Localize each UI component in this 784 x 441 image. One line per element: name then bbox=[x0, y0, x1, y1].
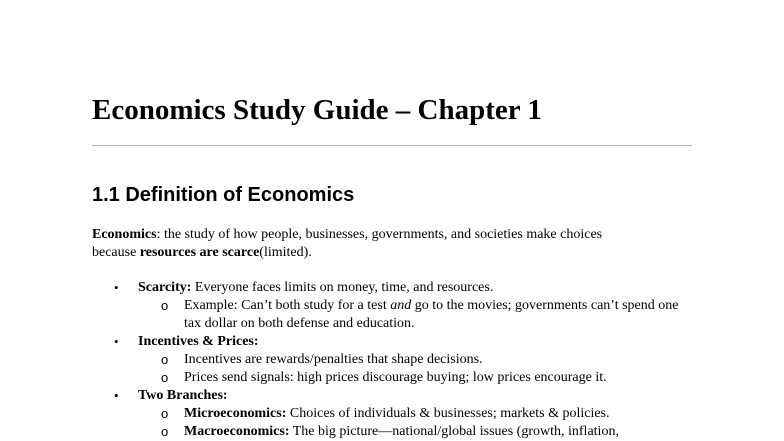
bullet-marker: • bbox=[114, 280, 119, 295]
bullet-text bbox=[138, 333, 259, 351]
document-title: Economics Study Guide – Chapter 1 bbox=[92, 94, 542, 126]
sub-item-text bbox=[184, 405, 684, 423]
bullet-description: Everyone faces limits on money, time, and resources. bbox=[191, 280, 494, 295]
bullet-item-branches bbox=[0, 387, 784, 405]
sub-bullet-marker: o bbox=[161, 406, 169, 421]
sub-item-description: Choices of individuals & businesses; markets & policies. bbox=[286, 406, 610, 421]
bullet-list bbox=[0, 279, 784, 441]
sub-item-prices-signals bbox=[0, 369, 784, 387]
sub-item-incentives-definition bbox=[0, 351, 784, 369]
definition-paragraph bbox=[92, 226, 692, 262]
bullet-marker: • bbox=[114, 334, 119, 349]
sub-item-macroeconomics bbox=[0, 423, 784, 441]
definition-text: : the study of how people, businesses, governments, and societies make choices bbox=[156, 227, 603, 242]
definition-emphasis: resources are scarce bbox=[139, 245, 260, 260]
sub-bullet-marker: o bbox=[161, 370, 169, 385]
bullet-text bbox=[138, 279, 493, 297]
sub-item-microeconomics bbox=[0, 405, 784, 423]
definition-line-1 bbox=[92, 226, 692, 244]
sub-item-scarcity-example bbox=[0, 297, 784, 333]
bullet-item-incentives bbox=[0, 333, 784, 351]
sub-item-text: Incentives are rewards/penalties that shape decisions. bbox=[184, 352, 483, 367]
bullet-label: Scarcity: bbox=[138, 280, 192, 295]
sub-bullet-marker: o bbox=[161, 298, 169, 313]
sub-item-text bbox=[184, 423, 684, 441]
title-divider bbox=[92, 145, 692, 146]
sub-item-italic: and bbox=[390, 298, 412, 313]
sub-item-text-end: go to the movies; governments can’t spend one tax dollar on both defense and education. bbox=[184, 298, 679, 331]
definition-text-end: (limited). bbox=[259, 245, 312, 260]
sub-item-label: Macroeconomics: bbox=[184, 424, 290, 439]
definition-text-continued: because bbox=[92, 245, 140, 260]
sub-item-text bbox=[184, 297, 684, 333]
section-heading: 1.1 Definition of Economics bbox=[92, 184, 355, 206]
definition-line-2 bbox=[92, 244, 692, 262]
bullet-label: Incentives & Prices: bbox=[138, 334, 259, 349]
sub-item-description: The big picture—national/global issues (growth, inflation, bbox=[289, 424, 619, 439]
sub-item-label: Microeconomics: bbox=[184, 406, 287, 421]
sub-item-text-start: Example: Can’t both study for a test bbox=[184, 298, 391, 313]
bullet-label: Two Branches: bbox=[138, 388, 228, 403]
sub-bullet-marker: o bbox=[161, 424, 169, 439]
bullet-item-scarcity bbox=[0, 279, 784, 297]
bullet-text bbox=[138, 387, 228, 405]
definition-term: Economics bbox=[92, 227, 157, 242]
sub-bullet-marker: o bbox=[161, 352, 169, 367]
bullet-marker: • bbox=[114, 388, 119, 403]
sub-item-text: Prices send signals: high prices discourage buying; low prices encourage it. bbox=[184, 370, 607, 385]
